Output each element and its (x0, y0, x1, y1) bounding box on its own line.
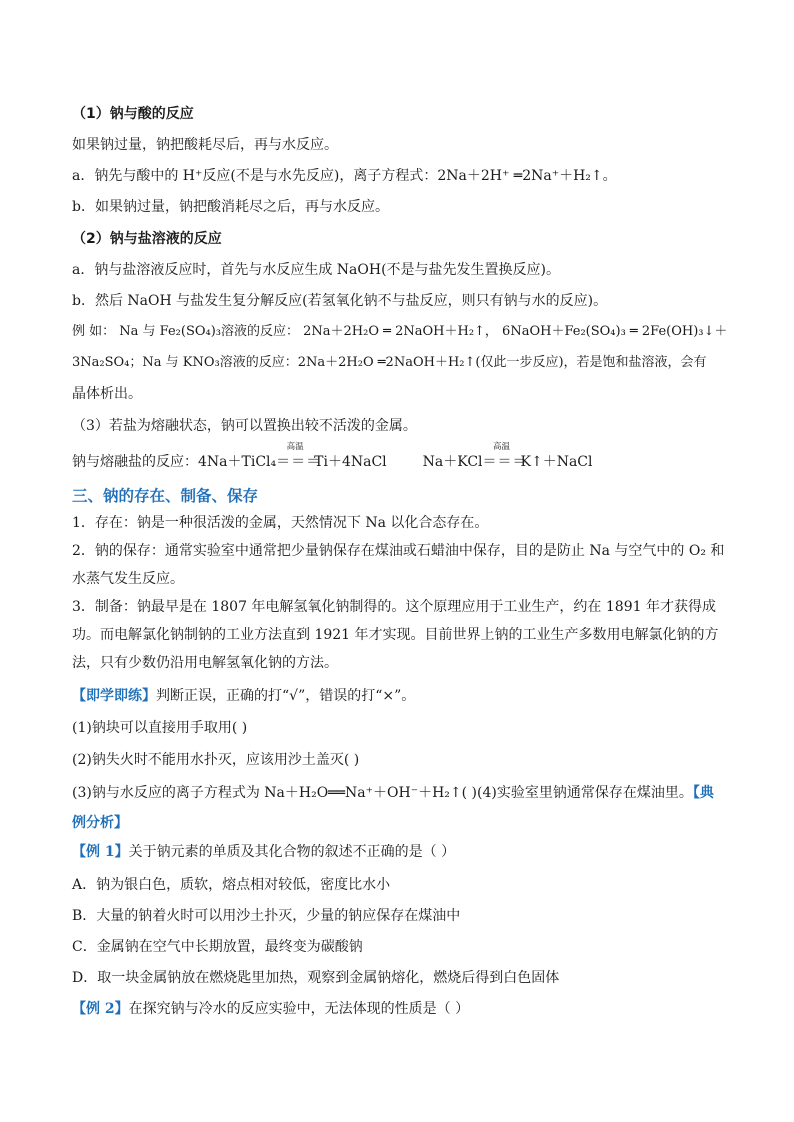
option-d: D．取一块金属钠放在燃烧匙里加热，观察到金属钠熔化，燃烧后得到白色固体 (72, 970, 560, 986)
reaction-2-left: Na＋KCl (422, 454, 483, 470)
reaction-1-right: Ti＋4NaCl (314, 454, 387, 470)
section-title: 三、钠的存在、制备、保存 (72, 487, 259, 505)
molten-salt-reactions (72, 442, 732, 472)
paragraph: 水蒸气发生反应。 (72, 571, 184, 587)
reaction-2-right: K↑＋NaCl (520, 454, 593, 470)
paragraph: 3．制备：钠最早是在 1807 年电解氢氧化钠制得的。这个原理应用于工业生产，约在 1891 年才获得成 (72, 599, 716, 615)
paragraph: b．然后 NaOH 与盐发生复分解反应(若氢氧化钠不与盐反应，则只有钠与水的反应)。 (72, 293, 608, 309)
paragraph: 1．存在：钠是一种很活泼的金属，天然情况下 Na 以化合态存在。 (72, 515, 489, 531)
example-analysis-tag: 【典 (692, 785, 714, 801)
high-temp-condition: 高温 (286, 442, 304, 452)
practice-heading (72, 686, 732, 706)
high-temp-condition: 高温 (493, 442, 511, 452)
subsection-title-salt-solution: （2）钠与盐溶液的反应 (72, 231, 222, 247)
practice-question-3: (3)钠与水反应的离子方程式为 Na＋H₂O══Na⁺＋OH⁻＋H₂↑( )(4)实验室里钠通常保存在煤油里。【典 (72, 785, 714, 801)
example-1-tag: 【例 1】 (72, 844, 129, 860)
reaction-1-arrow: 高温 ＝＝＝ (276, 442, 322, 470)
paragraph: 功。而电解氯化钠制钠的工业方法直到 1921 年才实现。目前世界上钠的工业生产多数用电解氯化钠的方 (72, 627, 719, 643)
paragraph: 晶体析出。 (72, 386, 142, 402)
paragraph: 例 如： Na 与 Fe₂(SO₄)₃溶液的反应： 2Na＋2H₂O ═ 2NaOH＋H₂↑， 6NaOH＋Fe₂(SO₄)₃ ═ 2Fe(OH)₃↓＋ (72, 324, 728, 339)
practice-question-1: (1)钠块可以直接用手取用( ) (72, 720, 248, 736)
example-2-stem: 【例 2】在探究钠与冷水的反应实验中，无法体现的性质是（ ） (72, 1001, 470, 1017)
paragraph: b．如果钠过量，钠把酸消耗尽之后，再与水反应。 (72, 199, 389, 215)
practice-tag: 【即学即练】 (72, 688, 156, 704)
practice-instruction: 判断正误，正确的打“√”，错误的打“×”。 (156, 688, 416, 704)
reaction-prefix: 钠与熔融盐的反应： (72, 454, 198, 470)
practice-question-2: (2)钠失火时不能用水扑灭，应该用沙土盖灭( ) (72, 752, 360, 768)
paragraph: 3Na₂SO₄；Na 与 KNO₃溶液的反应：2Na＋2H₂O ═2NaOH＋H₂↑(仅此一步反应)，若是饱和盐溶液，会有 (72, 355, 707, 370)
option-b: B．大量的钠着火时可以用沙土扑灭，少量的钠应保存在煤油中 (72, 908, 461, 924)
option-a: A．钠为银白色，质软，熔点相对较低，密度比水小 (72, 877, 391, 893)
paragraph: a．钠先与酸中的 H⁺反应(不是与水先反应)，离子方程式：2Na＋2H⁺ ═2Na⁺＋H₂↑。 (72, 168, 617, 184)
reaction-1-left: 4Na＋TiCl₄ (198, 454, 277, 470)
paragraph: 2．钠的保存：通常实验室中通常把少量钠保存在煤油或石蜡油中保存，目的是防止 Na 与空气中的 O₂ 和 (72, 543, 725, 559)
reaction-2-arrow: 高温 ＝＝＝ (482, 442, 528, 470)
example-1-stem: 【例 1】关于钠元素的单质及其化合物的叙述不正确的是（ ） (72, 844, 456, 860)
paragraph: （3）若盐为熔融状态，钠可以置换出较不活泼的金属。 (72, 418, 417, 434)
example-analysis-tag-cont: 例分析】 (72, 815, 128, 831)
example-2-tag: 【例 2】 (72, 1001, 129, 1017)
paragraph: 法，只有少数仍沿用电解氢氧化钠的方法。 (72, 655, 338, 671)
paragraph: 如果钠过量，钠把酸耗尽后，再与水反应。 (72, 137, 338, 153)
subsection-title-acid: （1）钠与酸的反应 (72, 106, 194, 122)
paragraph: a．钠与盐溶液反应时，首先与水反应生成 NaOH(不是与盐先发生置换反应)。 (72, 262, 561, 278)
option-c: C．金属钠在空气中长期放置，最终变为碳酸钠 (72, 939, 363, 955)
